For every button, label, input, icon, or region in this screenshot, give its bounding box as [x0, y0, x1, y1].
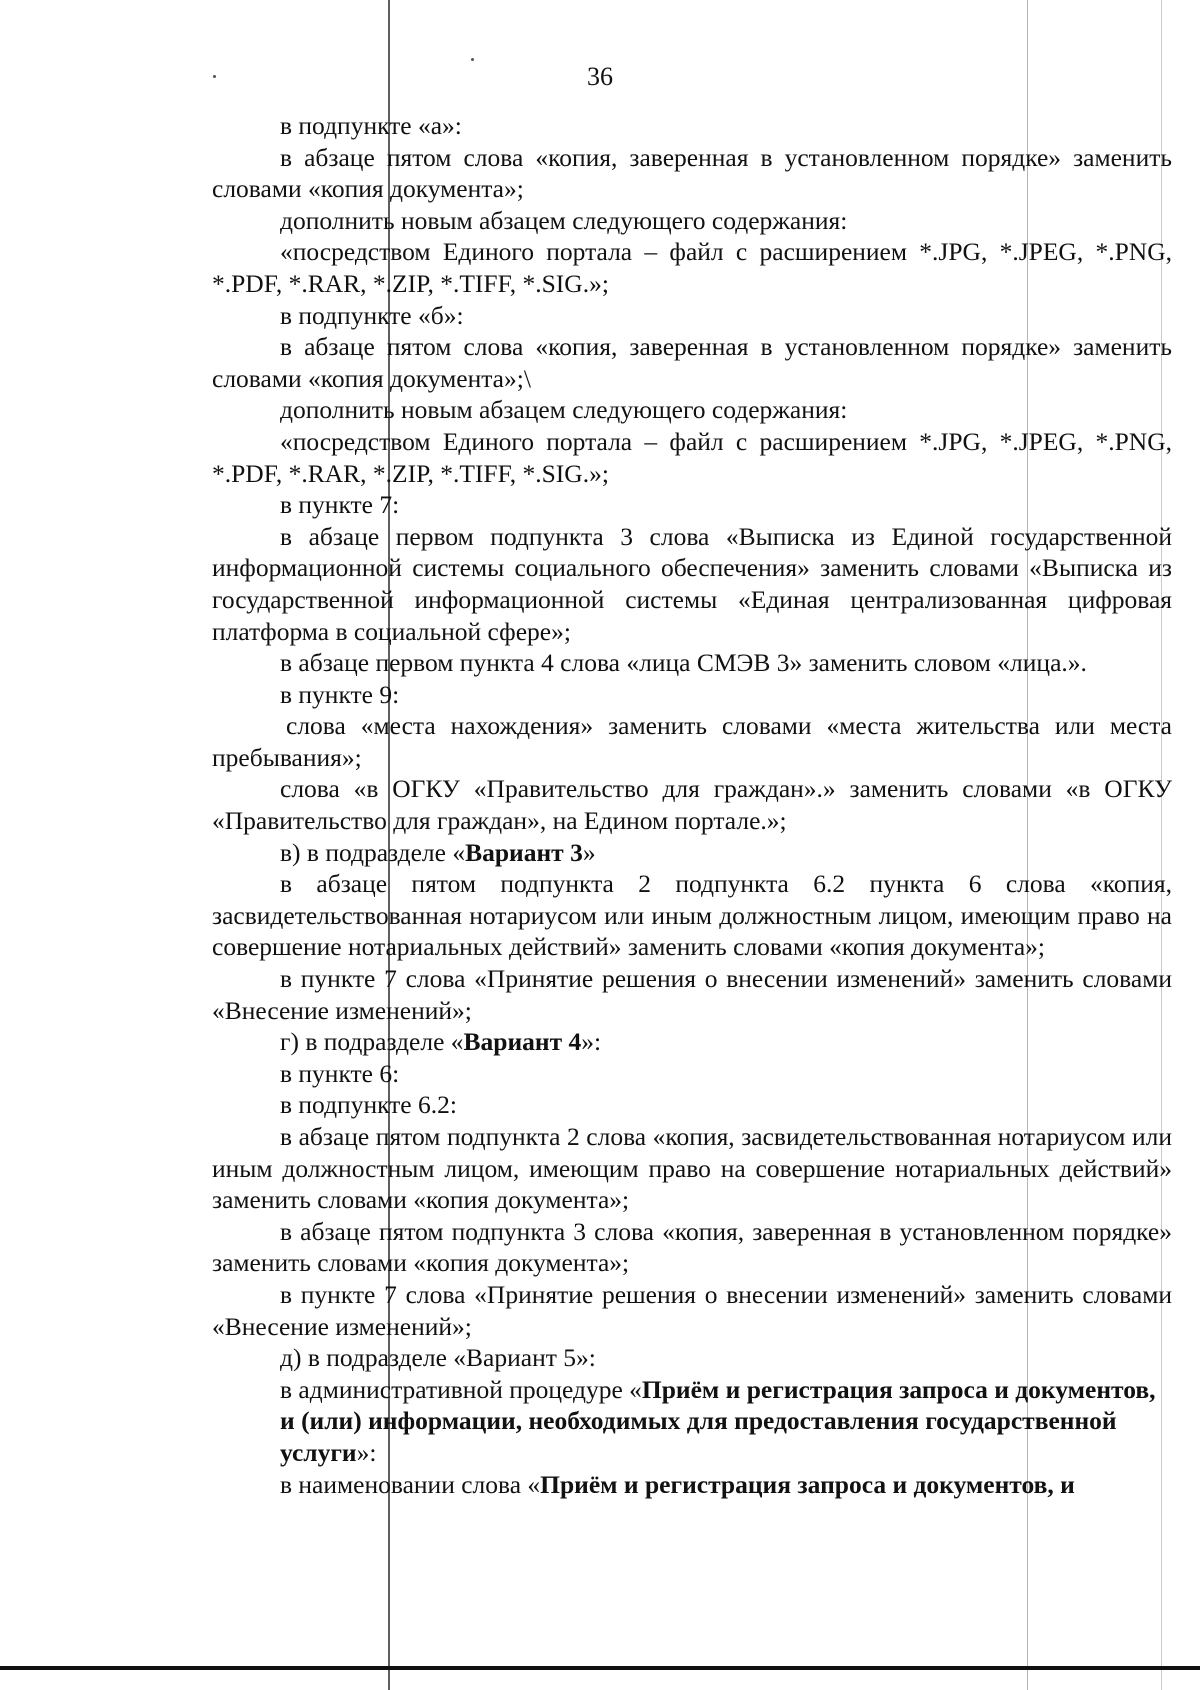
paragraph: «посредством Единого портала – файл с расширением *.JPG, *.JPEG, *.PNG, *.PDF, *.RAR, *.ZIP, *.TIFF, *.SIG.»; — [212, 426, 1172, 488]
admin-procedure-suffix: »: — [356, 1437, 377, 1467]
paragraph: в абзаце первом пункта 4 слова «лица СМЭВ 3» заменить словом «лица.». — [280, 648, 1087, 678]
last-line-prefix: в наименовании слова « — [280, 1469, 541, 1499]
paragraph: в абзаце пятом подпункта 2 подпункта 6.2 пункта 6 слова «копия, засвидетельствованная нотариусом или иным должностным лицом, имеющим право на совершение нотариальных действий» заменить словами «копия документа»; — [212, 869, 1172, 962]
last-line-paragraph — [212, 1469, 1172, 1501]
admin-procedure-paragraph — [280, 1374, 1172, 1469]
paragraph: «посредством Единого портала – файл с расширением *.JPG, *.JPEG, *.PNG, *.PDF, *.RAR, *.ZIP, *.TIFF, *.SIG.»; — [212, 237, 1172, 298]
paragraph: д) в подразделе «Вариант 5»: — [280, 1343, 596, 1373]
page-number: 36 — [587, 62, 613, 91]
section-prefix: в) в подразделе « — [280, 837, 466, 867]
paragraph: слова «в ОГКУ «Правительство для граждан».» заменить словами «в ОГКУ «Правительство для граждан», на Едином портале.»; — [212, 774, 1172, 836]
section-heading-variant-4 — [212, 1026, 1172, 1058]
paragraph: в подпункте 6.2: — [280, 1090, 457, 1120]
paragraph: в подпункте «б»: — [280, 300, 464, 330]
paragraph: в абзаце пятом слова «копия, заверенная в установленном порядке» заменить словами «копия документа»; — [212, 142, 1172, 204]
paragraph: в абзаце пятом слова «копия, заверенная в установленном порядке» заменить словами «копия документа»;\ — [212, 332, 1172, 393]
section-prefix: г) в подразделе « — [280, 1027, 464, 1057]
section-suffix: » — [582, 837, 596, 867]
paragraph: в пункте 9: — [280, 679, 400, 709]
admin-procedure-title: Приём и регистрация запроса и документов, и (или) информации, необходимых для предоставления государственной услуги — [280, 1374, 1156, 1467]
last-line-bold: Приём и регистрация запроса и документов, и — [540, 1469, 1075, 1499]
section-heading-variant-3 — [212, 837, 1172, 869]
paragraph: в абзаце пятом подпункта 3 слова «копия, заверенная в установленном порядке» заменить словами «копия документа»; — [212, 1216, 1172, 1278]
paragraph: в пункте 7 слова «Принятие решения о внесении изменений» заменить словами «Внесение изменений»; — [212, 1279, 1172, 1341]
scan-bottom-edge — [0, 1666, 1200, 1670]
paragraph: в подпункте «а»: — [280, 111, 462, 140]
paragraph: дополнить новым абзацем следующего содержания: — [280, 395, 848, 425]
scan-speck — [471, 58, 474, 61]
paragraph: дополнить новым абзацем следующего содержания: — [280, 205, 848, 235]
paragraph: в пункте 7: — [280, 490, 400, 520]
paragraph: в пункте 7 слова «Принятие решения о внесении изменений» заменить словами «Внесение изменений»; — [212, 964, 1172, 1025]
section-title: Вариант 3 — [465, 837, 583, 867]
document-body — [212, 110, 1172, 1500]
paragraph: в пункте 6: — [280, 1058, 400, 1088]
section-title: Вариант 4 — [463, 1027, 582, 1057]
admin-procedure-prefix: в административной процедуре « — [280, 1374, 642, 1404]
paragraph: слова «места нахождения» заменить словами «места жительства или места пребывания»; — [212, 711, 1172, 772]
paragraph: в абзаце пятом подпункта 2 слова «копия, засвидетельствованная нотариусом или иным должностным лицом, имеющим право на совершение нотариальных действий» заменить словами «копия документа»; — [212, 1122, 1172, 1215]
section-suffix: »: — [581, 1027, 602, 1057]
paragraph: в абзаце первом подпункта 3 слова «Выписка из Единой государственной информационной системы социального обеспечения» заменить словами «Выписка из государственной информационной системы «Единая централизованная цифровая платформа в социальной сфере»; — [212, 521, 1172, 646]
